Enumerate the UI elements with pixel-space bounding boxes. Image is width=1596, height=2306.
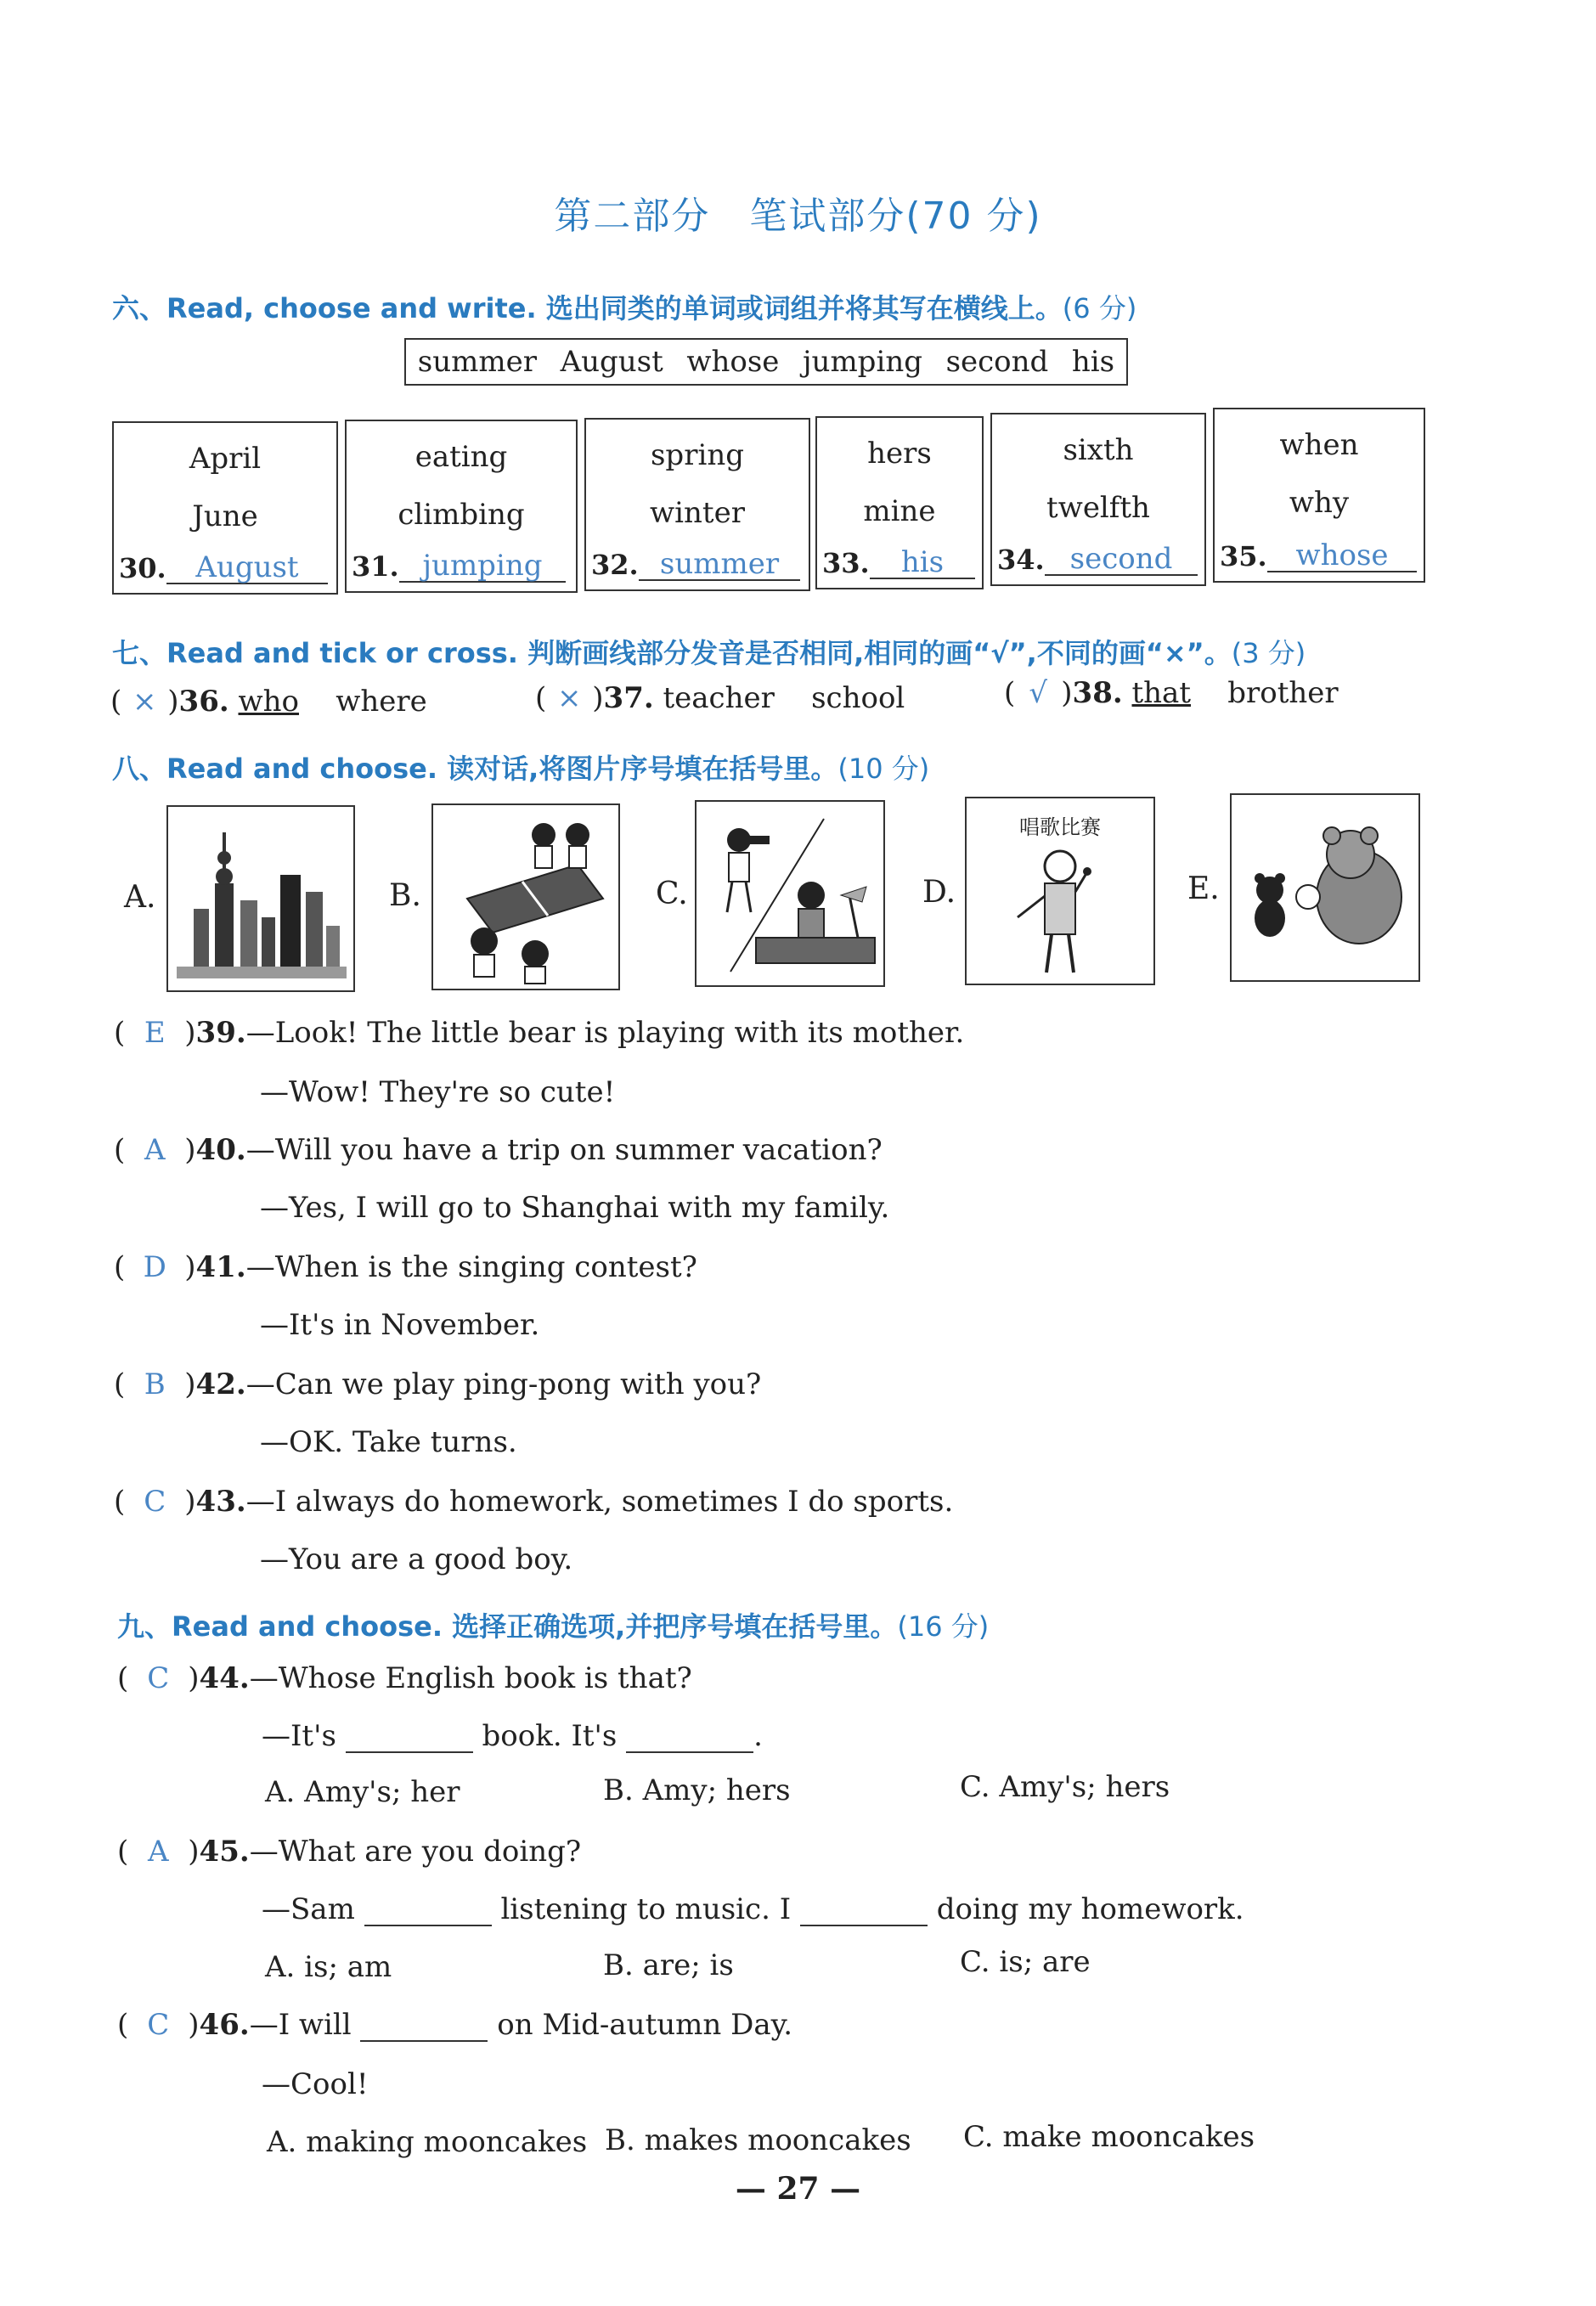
question-44: ( C )44.—Whose English book is that?	[117, 1661, 692, 1695]
word-a: teacher	[663, 681, 775, 715]
dialogue-line: —It's in November.	[260, 1308, 540, 1342]
word-bank-item: whose	[686, 345, 780, 379]
answer-choice[interactable]: A	[147, 1835, 169, 1869]
word-group-33	[815, 416, 984, 589]
group-word: June	[192, 499, 258, 533]
question-text: —What are you doing?	[249, 1835, 582, 1869]
item-36: ( × )36. who where	[110, 685, 427, 719]
section-7-title: 七、Read and tick or cross. 判断画线部分发音是否相同,相同的画“√”,不同的画“×”。	[112, 637, 1232, 669]
answer-mark[interactable]: ×	[557, 681, 582, 715]
option-a: A. is; am	[265, 1950, 392, 1984]
picture-caption: 唱歌比赛	[1019, 815, 1101, 839]
question-number: 37.	[603, 681, 654, 715]
answer-choice[interactable]: D	[143, 1250, 166, 1284]
bears-icon	[1232, 795, 1418, 980]
question-40: ( A )40.—Will you have a trip on summer vacation?	[114, 1133, 883, 1167]
question-number: 34.	[997, 544, 1045, 576]
question-text: .	[753, 1719, 763, 1753]
singer-icon	[967, 798, 1153, 984]
word-b: school	[811, 681, 905, 715]
word-a: who	[238, 685, 299, 719]
picture-a-city	[166, 805, 355, 992]
answer-choice[interactable]: A	[144, 1133, 166, 1167]
group-word: when	[1279, 428, 1359, 462]
answer-mark[interactable]: √	[1029, 676, 1048, 710]
group-word: hers	[867, 437, 932, 471]
fill-blank[interactable]	[364, 1901, 492, 1926]
answer-mark[interactable]: ×	[133, 685, 157, 719]
question-number: 44.	[199, 1661, 250, 1695]
word-bank-item: his	[1071, 345, 1115, 379]
option-b: B. are; is	[603, 1948, 734, 1982]
dialogue-line: —Yes, I will go to Shanghai with my family.	[260, 1191, 890, 1225]
question-number: 41.	[195, 1250, 246, 1284]
question-number: 38.	[1072, 676, 1123, 710]
group-word: spring	[650, 438, 744, 472]
word-bank-item: second	[945, 345, 1049, 379]
answer-blank[interactable]: summer	[639, 547, 800, 581]
question-45: ( A )45.—What are you doing?	[117, 1835, 582, 1869]
answer-blank[interactable]: August	[166, 550, 328, 584]
question-text: —Sam	[262, 1892, 355, 1926]
question-text: doing my homework.	[936, 1892, 1244, 1926]
dialogue-line: —Can we play ping-pong with you?	[245, 1367, 762, 1401]
question-number: 46.	[199, 2008, 250, 2042]
fill-blank[interactable]	[360, 2016, 488, 2042]
answer-choice[interactable]: B	[144, 1367, 166, 1401]
city-skyline-icon	[168, 807, 353, 990]
picture-e-bears	[1230, 793, 1420, 982]
question-number: 39.	[195, 1016, 246, 1050]
group-word: eating	[415, 440, 508, 474]
picture-label: E.	[1187, 871, 1220, 906]
answer-blank[interactable]: jumping	[399, 549, 566, 583]
option-c: C. is; are	[960, 1945, 1091, 1979]
question-text: —I will	[249, 2008, 352, 2042]
dialogue-line: —Look! The little bear is playing with its mother.	[245, 1016, 965, 1050]
group-word: winter	[650, 496, 745, 530]
question-42: ( B )42.—Can we play ping-pong with you?	[114, 1367, 762, 1401]
dialogue-line: —I always do homework, sometimes I do sports.	[245, 1485, 954, 1519]
group-word: sixth	[1063, 433, 1134, 467]
answer-blank[interactable]: second	[1045, 542, 1198, 576]
fill-blank[interactable]	[346, 1728, 473, 1753]
word-bank	[404, 338, 1128, 386]
option-c: C. make mooncakes	[963, 2120, 1255, 2154]
picture-label: A.	[124, 880, 156, 915]
question-text: listening to music. I	[500, 1892, 792, 1926]
word-group-35	[1213, 408, 1425, 583]
option-b: B. makes mooncakes	[605, 2123, 911, 2157]
item-37: ( × )37. teacher school	[535, 681, 905, 715]
page-number: — 27 —	[735, 2171, 861, 2207]
question-39: ( E )39.—Look! The little bear is playing with its mother.	[114, 1016, 965, 1050]
question-number: 42.	[195, 1367, 246, 1401]
section-7-points: (3 分)	[1231, 637, 1306, 669]
question-number: 45.	[199, 1835, 250, 1869]
fill-blank[interactable]	[626, 1728, 753, 1753]
word-a: that	[1131, 676, 1191, 710]
answer-choice[interactable]: E	[144, 1016, 166, 1050]
question-46: ( C )46.—I will on Mid-autumn Day.	[117, 2008, 793, 2042]
answer-choice[interactable]: C	[144, 1485, 166, 1519]
question-text: book. It's	[482, 1719, 618, 1753]
word-group-34	[990, 413, 1206, 586]
dialogue-line: —You are a good boy.	[260, 1542, 573, 1576]
group-word: climbing	[398, 498, 525, 532]
item-38: ( √ )38. that brother	[1004, 676, 1339, 710]
answer-choice[interactable]: C	[147, 2008, 170, 2042]
section-7-heading	[112, 632, 1306, 671]
dialogue-line: —When is the singing contest?	[245, 1250, 697, 1284]
homework-sports-icon	[696, 802, 883, 985]
picture-label: C.	[656, 877, 688, 911]
fill-blank[interactable]	[800, 1901, 928, 1926]
question-number: 40.	[195, 1133, 246, 1167]
section-8-points: (10 分)	[837, 753, 930, 785]
section-9-title: 九、Read and choose. 选择正确选项,并把序号填在括号里。	[117, 1610, 898, 1643]
option-b: B. Amy; hers	[603, 1773, 791, 1807]
question-number: 32.	[591, 549, 639, 581]
picture-b-pingpong	[431, 803, 620, 990]
picture-label: B.	[389, 878, 421, 913]
section-9-points: (16 分)	[897, 1610, 990, 1643]
section-6-points: (6 分)	[1062, 292, 1137, 324]
section-6-title: 六、Read, choose and write. 选出同类的单词或词组并将其写在横线上。	[112, 292, 1063, 324]
group-word: twelfth	[1046, 491, 1150, 525]
word-bank-item: August	[560, 345, 663, 379]
word-b: where	[336, 685, 427, 719]
word-b: brother	[1227, 676, 1339, 710]
dialogue-line: —Wow! They're so cute!	[260, 1075, 616, 1109]
option-a: A. making mooncakes	[267, 2125, 588, 2159]
section-9-heading	[117, 1605, 989, 1644]
question-43: ( C )43.—I always do homework, sometimes I do sports.	[114, 1485, 954, 1519]
group-word: why	[1289, 486, 1350, 520]
question-number: 33.	[822, 547, 870, 579]
question-number: 31.	[352, 550, 399, 583]
word-bank-item: summer	[417, 345, 537, 379]
answer-blank[interactable]: his	[870, 545, 975, 579]
picture-d-singing	[965, 797, 1155, 985]
question-41: ( D )41.—When is the singing contest?	[114, 1250, 697, 1284]
word-group-30	[112, 421, 338, 595]
question-45-blanks	[262, 1892, 1244, 1926]
group-word: April	[189, 442, 262, 476]
question-text: —Whose English book is that?	[249, 1661, 692, 1695]
question-number: 30.	[119, 552, 166, 584]
question-number: 36.	[178, 685, 229, 719]
question-number: 43.	[195, 1485, 246, 1519]
answer-blank[interactable]: whose	[1267, 538, 1417, 572]
word-group-31	[345, 420, 578, 593]
section-6-heading	[112, 287, 1136, 326]
ping-pong-icon	[433, 805, 618, 989]
word-bank-item: jumping	[803, 345, 922, 379]
option-a: A. Amy's; her	[265, 1775, 460, 1809]
group-word: mine	[863, 494, 936, 528]
section-8-title: 八、Read and choose. 读对话,将图片序号填在括号里。	[112, 753, 838, 785]
answer-choice[interactable]: C	[147, 1661, 170, 1695]
section-8-heading	[112, 747, 929, 787]
picture-c-homework-sports	[695, 800, 885, 987]
question-44-blanks	[262, 1719, 763, 1753]
question-text: on Mid-autumn Day.	[497, 2008, 793, 2042]
picture-label: D.	[922, 875, 956, 910]
question-text: —It's	[262, 1719, 336, 1753]
page-title: 第二部分 笔试部分(70 分)	[554, 195, 1042, 238]
dialogue-line: —Will you have a trip on summer vacation?	[245, 1133, 883, 1167]
dialogue-line: —OK. Take turns.	[260, 1425, 517, 1459]
question-number: 35.	[1220, 540, 1267, 572]
question-text: —Cool!	[262, 2067, 369, 2101]
option-c: C. Amy's; hers	[960, 1770, 1170, 1804]
word-group-32	[584, 418, 810, 591]
